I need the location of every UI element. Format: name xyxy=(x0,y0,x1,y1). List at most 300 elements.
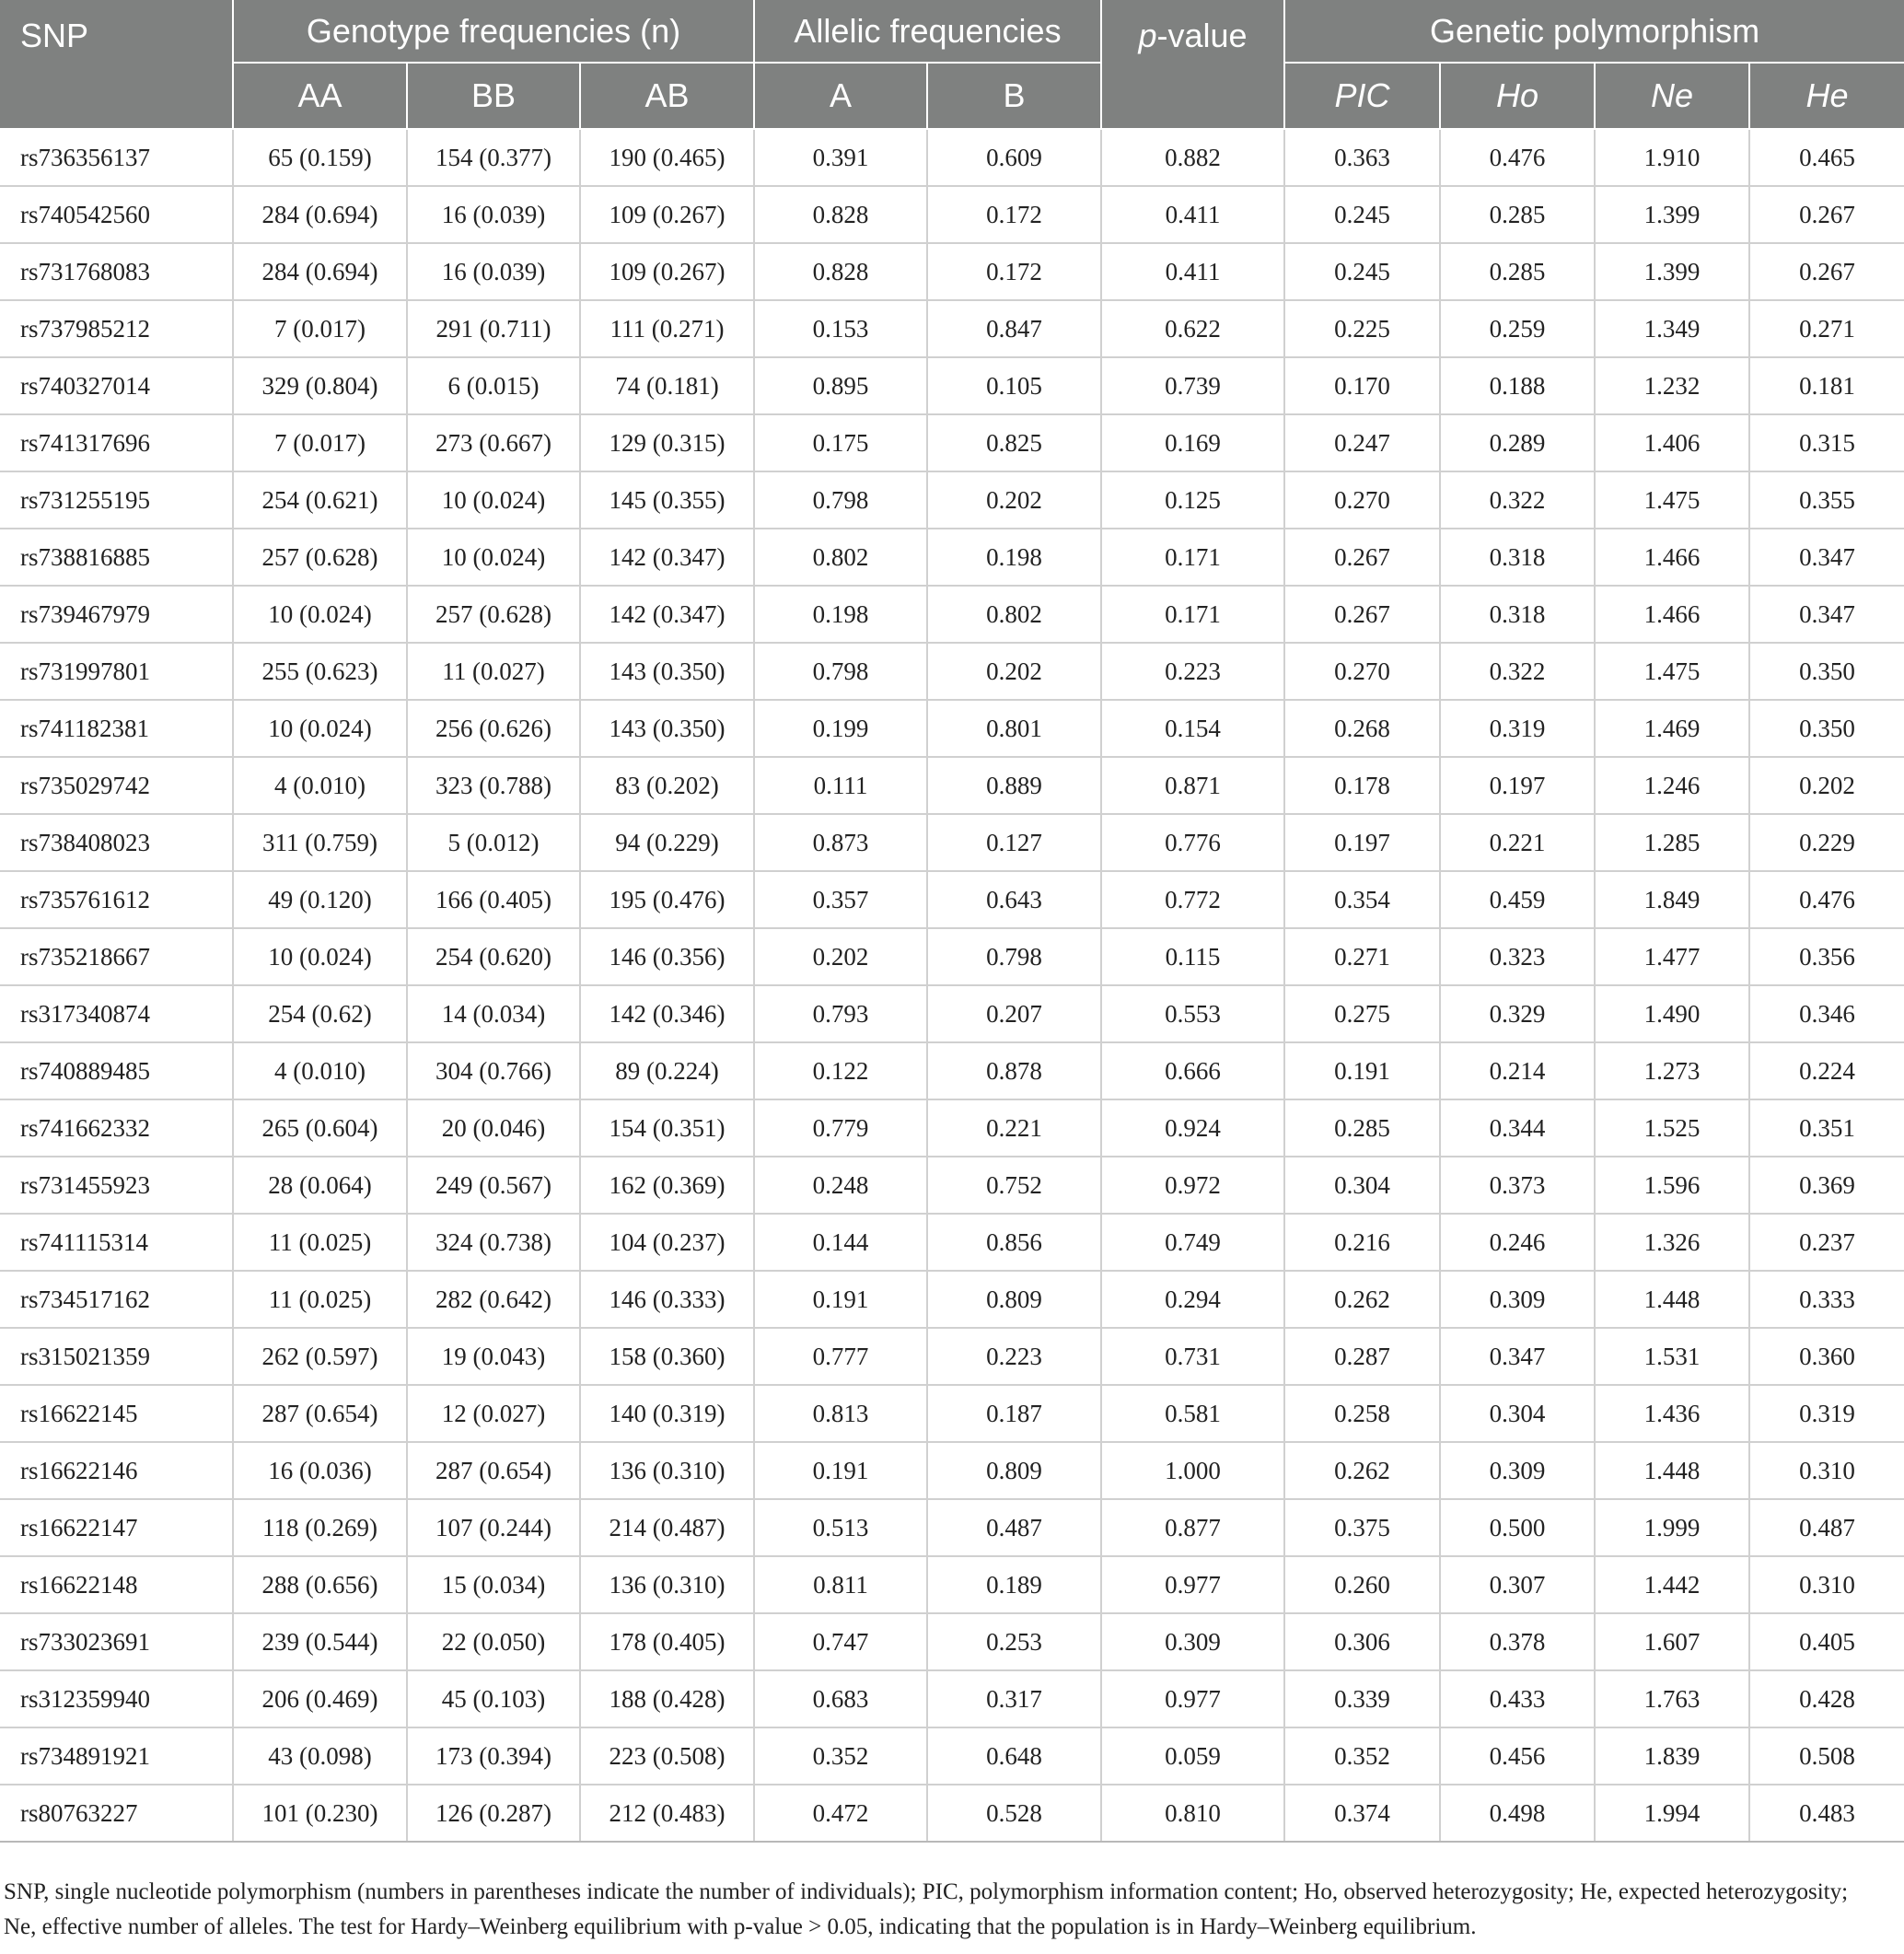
cell-allele-b: 0.801 xyxy=(927,700,1101,757)
cell-pic: 0.216 xyxy=(1284,1214,1440,1271)
cell-ab: 129 (0.315) xyxy=(580,414,754,471)
cell-he: 0.224 xyxy=(1749,1042,1904,1099)
cell-ab: 212 (0.483) xyxy=(580,1785,754,1842)
cell-allele-a: 0.199 xyxy=(754,700,927,757)
cell-allele-b: 0.889 xyxy=(927,757,1101,814)
table-header xyxy=(0,0,1904,129)
cell-snp: rs740542560 xyxy=(0,186,233,243)
cell-aa: 265 (0.604) xyxy=(233,1099,407,1157)
cell-allele-a: 0.472 xyxy=(754,1785,927,1842)
cell-ho: 0.309 xyxy=(1440,1442,1595,1499)
cell-ne: 1.466 xyxy=(1595,529,1749,586)
header-ho xyxy=(1440,63,1595,129)
cell-bb: 287 (0.654) xyxy=(407,1442,580,1499)
cell-aa: 287 (0.654) xyxy=(233,1385,407,1442)
cell-aa: 10 (0.024) xyxy=(233,700,407,757)
table-row xyxy=(0,1385,1904,1442)
cell-aa: 4 (0.010) xyxy=(233,757,407,814)
cell-he: 0.405 xyxy=(1749,1613,1904,1670)
cell-ab: 143 (0.350) xyxy=(580,643,754,700)
cell-he: 0.310 xyxy=(1749,1442,1904,1499)
cell-pic: 0.375 xyxy=(1284,1499,1440,1556)
cell-bb: 45 (0.103) xyxy=(407,1670,580,1727)
cell-ne: 1.994 xyxy=(1595,1785,1749,1842)
cell-aa: 11 (0.025) xyxy=(233,1271,407,1328)
cell-allele-a: 0.153 xyxy=(754,300,927,357)
cell-p-value: 0.877 xyxy=(1101,1499,1284,1556)
cell-allele-b: 0.207 xyxy=(927,985,1101,1042)
cell-p-value: 0.553 xyxy=(1101,985,1284,1042)
cell-pic: 0.287 xyxy=(1284,1328,1440,1385)
header-aa: AA xyxy=(233,63,407,129)
cell-allele-b: 0.643 xyxy=(927,871,1101,928)
cell-he: 0.483 xyxy=(1749,1785,1904,1842)
cell-ne: 1.469 xyxy=(1595,700,1749,757)
cell-ne: 1.763 xyxy=(1595,1670,1749,1727)
cell-allele-b: 0.847 xyxy=(927,300,1101,357)
cell-allele-a: 0.802 xyxy=(754,529,927,586)
cell-allele-a: 0.191 xyxy=(754,1271,927,1328)
cell-p-value: 0.772 xyxy=(1101,871,1284,928)
table-row xyxy=(0,1670,1904,1727)
cell-pic: 0.339 xyxy=(1284,1670,1440,1727)
cell-allele-a: 0.352 xyxy=(754,1727,927,1785)
cell-aa: 7 (0.017) xyxy=(233,300,407,357)
cell-ab: 146 (0.333) xyxy=(580,1271,754,1328)
table-body xyxy=(0,129,1904,1842)
cell-ho: 0.433 xyxy=(1440,1670,1595,1727)
cell-allele-b: 0.105 xyxy=(927,357,1101,414)
cell-p-value: 0.125 xyxy=(1101,471,1284,529)
cell-bb: 16 (0.039) xyxy=(407,186,580,243)
cell-ne: 1.399 xyxy=(1595,186,1749,243)
header-ab: AB xyxy=(580,63,754,129)
header-ne-label: Ne xyxy=(1650,76,1694,114)
cell-aa: 255 (0.623) xyxy=(233,643,407,700)
table-row xyxy=(0,129,1904,186)
cell-snp: rs735029742 xyxy=(0,757,233,814)
cell-ab: 188 (0.428) xyxy=(580,1670,754,1727)
cell-aa: 329 (0.804) xyxy=(233,357,407,414)
cell-allele-b: 0.809 xyxy=(927,1271,1101,1328)
cell-he: 0.315 xyxy=(1749,414,1904,471)
cell-allele-a: 0.777 xyxy=(754,1328,927,1385)
cell-snp: rs16622146 xyxy=(0,1442,233,1499)
cell-ab: 136 (0.310) xyxy=(580,1442,754,1499)
cell-ho: 0.378 xyxy=(1440,1613,1595,1670)
cell-aa: 257 (0.628) xyxy=(233,529,407,586)
cell-he: 0.202 xyxy=(1749,757,1904,814)
cell-ho: 0.221 xyxy=(1440,814,1595,871)
cell-allele-b: 0.648 xyxy=(927,1727,1101,1785)
cell-aa: 254 (0.621) xyxy=(233,471,407,529)
cell-snp: rs16622148 xyxy=(0,1556,233,1613)
cell-p-value: 0.294 xyxy=(1101,1271,1284,1328)
cell-pic: 0.306 xyxy=(1284,1613,1440,1670)
cell-p-value: 0.810 xyxy=(1101,1785,1284,1842)
cell-p-value: 0.977 xyxy=(1101,1556,1284,1613)
cell-he: 0.356 xyxy=(1749,928,1904,985)
cell-ne: 1.910 xyxy=(1595,129,1749,186)
cell-ne: 1.232 xyxy=(1595,357,1749,414)
cell-aa: 16 (0.036) xyxy=(233,1442,407,1499)
cell-he: 0.350 xyxy=(1749,700,1904,757)
cell-ho: 0.456 xyxy=(1440,1727,1595,1785)
cell-pic: 0.285 xyxy=(1284,1099,1440,1157)
cell-snp: rs735218667 xyxy=(0,928,233,985)
cell-p-value: 0.171 xyxy=(1101,586,1284,643)
cell-ne: 1.475 xyxy=(1595,471,1749,529)
cell-allele-b: 0.809 xyxy=(927,1442,1101,1499)
cell-ho: 0.322 xyxy=(1440,471,1595,529)
cell-aa: 311 (0.759) xyxy=(233,814,407,871)
cell-ne: 1.849 xyxy=(1595,871,1749,928)
cell-allele-b: 0.202 xyxy=(927,471,1101,529)
cell-allele-a: 0.198 xyxy=(754,586,927,643)
cell-ab: 162 (0.369) xyxy=(580,1157,754,1214)
cell-p-value: 0.666 xyxy=(1101,1042,1284,1099)
cell-pic: 0.170 xyxy=(1284,357,1440,414)
cell-p-value: 0.223 xyxy=(1101,643,1284,700)
cell-pic: 0.260 xyxy=(1284,1556,1440,1613)
cell-ho: 0.319 xyxy=(1440,700,1595,757)
cell-snp: rs738816885 xyxy=(0,529,233,586)
cell-allele-b: 0.825 xyxy=(927,414,1101,471)
cell-p-value: 0.411 xyxy=(1101,186,1284,243)
cell-allele-b: 0.878 xyxy=(927,1042,1101,1099)
cell-allele-a: 0.747 xyxy=(754,1613,927,1670)
cell-he: 0.229 xyxy=(1749,814,1904,871)
cell-allele-b: 0.802 xyxy=(927,586,1101,643)
table-row xyxy=(0,700,1904,757)
cell-ne: 1.246 xyxy=(1595,757,1749,814)
cell-aa: 10 (0.024) xyxy=(233,586,407,643)
cell-he: 0.487 xyxy=(1749,1499,1904,1556)
cell-ho: 0.259 xyxy=(1440,300,1595,357)
cell-p-value: 0.882 xyxy=(1101,129,1284,186)
cell-allele-a: 0.811 xyxy=(754,1556,927,1613)
cell-p-value: 0.749 xyxy=(1101,1214,1284,1271)
cell-allele-a: 0.513 xyxy=(754,1499,927,1556)
table-row xyxy=(0,1042,1904,1099)
cell-aa: 10 (0.024) xyxy=(233,928,407,985)
table-row xyxy=(0,357,1904,414)
cell-ab: 223 (0.508) xyxy=(580,1727,754,1785)
cell-ne: 1.436 xyxy=(1595,1385,1749,1442)
cell-snp: rs16622145 xyxy=(0,1385,233,1442)
table-row xyxy=(0,871,1904,928)
cell-bb: 249 (0.567) xyxy=(407,1157,580,1214)
cell-allele-a: 0.793 xyxy=(754,985,927,1042)
cell-allele-a: 0.357 xyxy=(754,871,927,928)
cell-aa: 239 (0.544) xyxy=(233,1613,407,1670)
cell-bb: 256 (0.626) xyxy=(407,700,580,757)
cell-p-value: 0.972 xyxy=(1101,1157,1284,1214)
cell-he: 0.476 xyxy=(1749,871,1904,928)
cell-allele-a: 0.202 xyxy=(754,928,927,985)
cell-he: 0.267 xyxy=(1749,186,1904,243)
header-genotype-frequencies: Genotype frequencies (n) xyxy=(233,0,754,63)
cell-aa: 11 (0.025) xyxy=(233,1214,407,1271)
cell-aa: 206 (0.469) xyxy=(233,1670,407,1727)
cell-aa: 284 (0.694) xyxy=(233,186,407,243)
cell-allele-a: 0.248 xyxy=(754,1157,927,1214)
cell-snp: rs734517162 xyxy=(0,1271,233,1328)
cell-ne: 1.326 xyxy=(1595,1214,1749,1271)
cell-ab: 109 (0.267) xyxy=(580,186,754,243)
cell-bb: 22 (0.050) xyxy=(407,1613,580,1670)
header-a: A xyxy=(754,63,927,129)
header-bb: BB xyxy=(407,63,580,129)
cell-pic: 0.267 xyxy=(1284,586,1440,643)
cell-ho: 0.214 xyxy=(1440,1042,1595,1099)
table-row xyxy=(0,1328,1904,1385)
cell-allele-b: 0.221 xyxy=(927,1099,1101,1157)
cell-bb: 257 (0.628) xyxy=(407,586,580,643)
cell-he: 0.350 xyxy=(1749,643,1904,700)
cell-ho: 0.500 xyxy=(1440,1499,1595,1556)
cell-ho: 0.498 xyxy=(1440,1785,1595,1842)
header-ne xyxy=(1595,63,1749,129)
cell-he: 0.465 xyxy=(1749,129,1904,186)
cell-ho: 0.459 xyxy=(1440,871,1595,928)
cell-aa: 49 (0.120) xyxy=(233,871,407,928)
cell-allele-a: 0.175 xyxy=(754,414,927,471)
cell-aa: 4 (0.010) xyxy=(233,1042,407,1099)
cell-allele-b: 0.317 xyxy=(927,1670,1101,1727)
cell-ho: 0.285 xyxy=(1440,243,1595,300)
cell-p-value: 0.581 xyxy=(1101,1385,1284,1442)
cell-he: 0.271 xyxy=(1749,300,1904,357)
cell-ho: 0.347 xyxy=(1440,1328,1595,1385)
cell-bb: 12 (0.027) xyxy=(407,1385,580,1442)
cell-ne: 1.349 xyxy=(1595,300,1749,357)
cell-he: 0.310 xyxy=(1749,1556,1904,1613)
table-row xyxy=(0,814,1904,871)
cell-ne: 1.399 xyxy=(1595,243,1749,300)
cell-p-value: 0.977 xyxy=(1101,1670,1284,1727)
cell-ab: 74 (0.181) xyxy=(580,357,754,414)
table-row xyxy=(0,1556,1904,1613)
cell-pic: 0.270 xyxy=(1284,643,1440,700)
cell-pic: 0.270 xyxy=(1284,471,1440,529)
cell-pic: 0.352 xyxy=(1284,1727,1440,1785)
cell-snp: rs737985212 xyxy=(0,300,233,357)
cell-aa: 28 (0.064) xyxy=(233,1157,407,1214)
cell-ne: 1.596 xyxy=(1595,1157,1749,1214)
table-row xyxy=(0,1157,1904,1214)
cell-ho: 0.476 xyxy=(1440,129,1595,186)
cell-allele-b: 0.752 xyxy=(927,1157,1101,1214)
cell-ne: 1.273 xyxy=(1595,1042,1749,1099)
cell-pic: 0.374 xyxy=(1284,1785,1440,1842)
cell-bb: 19 (0.043) xyxy=(407,1328,580,1385)
cell-allele-b: 0.856 xyxy=(927,1214,1101,1271)
cell-ab: 178 (0.405) xyxy=(580,1613,754,1670)
cell-snp: rs741115314 xyxy=(0,1214,233,1271)
cell-he: 0.508 xyxy=(1749,1727,1904,1785)
cell-ne: 1.490 xyxy=(1595,985,1749,1042)
cell-p-value: 0.411 xyxy=(1101,243,1284,300)
cell-bb: 20 (0.046) xyxy=(407,1099,580,1157)
cell-allele-b: 0.172 xyxy=(927,186,1101,243)
cell-ab: 111 (0.271) xyxy=(580,300,754,357)
cell-allele-a: 0.111 xyxy=(754,757,927,814)
cell-pic: 0.267 xyxy=(1284,529,1440,586)
cell-bb: 11 (0.027) xyxy=(407,643,580,700)
cell-allele-a: 0.798 xyxy=(754,471,927,529)
cell-ho: 0.322 xyxy=(1440,643,1595,700)
cell-he: 0.346 xyxy=(1749,985,1904,1042)
cell-ne: 1.448 xyxy=(1595,1271,1749,1328)
table-row xyxy=(0,1499,1904,1556)
cell-aa: 262 (0.597) xyxy=(233,1328,407,1385)
header-pic-label: PIC xyxy=(1334,76,1390,114)
cell-ab: 140 (0.319) xyxy=(580,1385,754,1442)
table-row xyxy=(0,1271,1904,1328)
cell-ne: 1.839 xyxy=(1595,1727,1749,1785)
cell-allele-a: 0.144 xyxy=(754,1214,927,1271)
cell-allele-b: 0.198 xyxy=(927,529,1101,586)
cell-ho: 0.246 xyxy=(1440,1214,1595,1271)
table-row xyxy=(0,414,1904,471)
cell-p-value: 0.776 xyxy=(1101,814,1284,871)
cell-snp: rs317340874 xyxy=(0,985,233,1042)
cell-he: 0.347 xyxy=(1749,529,1904,586)
cell-ne: 1.406 xyxy=(1595,414,1749,471)
cell-ne: 1.475 xyxy=(1595,643,1749,700)
header-he-label: He xyxy=(1805,76,1849,114)
cell-ne: 1.285 xyxy=(1595,814,1749,871)
table-row xyxy=(0,529,1904,586)
cell-he: 0.369 xyxy=(1749,1157,1904,1214)
cell-aa: 101 (0.230) xyxy=(233,1785,407,1842)
cell-allele-a: 0.779 xyxy=(754,1099,927,1157)
cell-pic: 0.275 xyxy=(1284,985,1440,1042)
cell-p-value: 0.731 xyxy=(1101,1328,1284,1385)
cell-bb: 323 (0.788) xyxy=(407,757,580,814)
header-ho-label: Ho xyxy=(1495,76,1539,114)
cell-he: 0.333 xyxy=(1749,1271,1904,1328)
header-p-rest: -value xyxy=(1156,17,1248,54)
table-row xyxy=(0,1613,1904,1670)
cell-ne: 1.525 xyxy=(1595,1099,1749,1157)
cell-ab: 136 (0.310) xyxy=(580,1556,754,1613)
cell-ne: 1.442 xyxy=(1595,1556,1749,1613)
cell-pic: 0.191 xyxy=(1284,1042,1440,1099)
table-row xyxy=(0,928,1904,985)
table-footnote: SNP, single nucleotide polymorphism (numbers in parentheses indicate the number of individuals); PIC, polymorphism information content; Ho, observed heterozygosity; He, expected heterozygosity; Ne, effective number of alleles. The test for Hardy–Weinberg equilibrium with p-value > 0.05, indicating that the population is in Hardy–Weinberg equilibrium. xyxy=(4,1879,1849,1939)
cell-allele-b: 0.609 xyxy=(927,129,1101,186)
cell-ho: 0.373 xyxy=(1440,1157,1595,1214)
cell-bb: 324 (0.738) xyxy=(407,1214,580,1271)
cell-snp: rs731997801 xyxy=(0,643,233,700)
cell-ne: 1.999 xyxy=(1595,1499,1749,1556)
cell-snp: rs731455923 xyxy=(0,1157,233,1214)
cell-pic: 0.247 xyxy=(1284,414,1440,471)
cell-p-value: 0.169 xyxy=(1101,414,1284,471)
cell-aa: 65 (0.159) xyxy=(233,129,407,186)
cell-snp: rs16622147 xyxy=(0,1499,233,1556)
cell-allele-b: 0.528 xyxy=(927,1785,1101,1842)
cell-ne: 1.466 xyxy=(1595,586,1749,643)
cell-pic: 0.271 xyxy=(1284,928,1440,985)
cell-p-value: 0.924 xyxy=(1101,1099,1284,1157)
cell-snp: rs740327014 xyxy=(0,357,233,414)
cell-ne: 1.448 xyxy=(1595,1442,1749,1499)
table-row xyxy=(0,643,1904,700)
cell-snp: rs315021359 xyxy=(0,1328,233,1385)
cell-pic: 0.245 xyxy=(1284,243,1440,300)
cell-ho: 0.188 xyxy=(1440,357,1595,414)
cell-snp: rs741662332 xyxy=(0,1099,233,1157)
table-row xyxy=(0,1442,1904,1499)
cell-aa: 284 (0.694) xyxy=(233,243,407,300)
cell-pic: 0.304 xyxy=(1284,1157,1440,1214)
cell-he: 0.355 xyxy=(1749,471,1904,529)
cell-allele-a: 0.873 xyxy=(754,814,927,871)
cell-he: 0.181 xyxy=(1749,357,1904,414)
cell-pic: 0.178 xyxy=(1284,757,1440,814)
cell-allele-a: 0.813 xyxy=(754,1385,927,1442)
cell-ne: 1.607 xyxy=(1595,1613,1749,1670)
cell-allele-a: 0.683 xyxy=(754,1670,927,1727)
cell-bb: 107 (0.244) xyxy=(407,1499,580,1556)
cell-ab: 154 (0.351) xyxy=(580,1099,754,1157)
cell-ab: 109 (0.267) xyxy=(580,243,754,300)
cell-ab: 145 (0.355) xyxy=(580,471,754,529)
cell-ho: 0.304 xyxy=(1440,1385,1595,1442)
cell-ho: 0.285 xyxy=(1440,186,1595,243)
cell-p-value: 0.871 xyxy=(1101,757,1284,814)
cell-ne: 1.531 xyxy=(1595,1328,1749,1385)
table-row xyxy=(0,243,1904,300)
cell-ho: 0.318 xyxy=(1440,529,1595,586)
header-allelic-frequencies: Allelic frequencies xyxy=(754,0,1101,63)
cell-allele-a: 0.828 xyxy=(754,243,927,300)
table-row xyxy=(0,1727,1904,1785)
cell-bb: 273 (0.667) xyxy=(407,414,580,471)
cell-p-value: 0.154 xyxy=(1101,700,1284,757)
cell-allele-b: 0.189 xyxy=(927,1556,1101,1613)
cell-ab: 143 (0.350) xyxy=(580,700,754,757)
cell-ho: 0.329 xyxy=(1440,985,1595,1042)
cell-pic: 0.262 xyxy=(1284,1271,1440,1328)
cell-ab: 214 (0.487) xyxy=(580,1499,754,1556)
table-row xyxy=(0,1785,1904,1842)
cell-ho: 0.197 xyxy=(1440,757,1595,814)
cell-snp: rs731255195 xyxy=(0,471,233,529)
table-row xyxy=(0,1099,1904,1157)
cell-pic: 0.262 xyxy=(1284,1442,1440,1499)
cell-aa: 43 (0.098) xyxy=(233,1727,407,1785)
cell-snp: rs734891921 xyxy=(0,1727,233,1785)
cell-bb: 126 (0.287) xyxy=(407,1785,580,1842)
cell-pic: 0.258 xyxy=(1284,1385,1440,1442)
cell-allele-a: 0.798 xyxy=(754,643,927,700)
cell-bb: 166 (0.405) xyxy=(407,871,580,928)
cell-snp: rs738408023 xyxy=(0,814,233,871)
cell-allele-b: 0.487 xyxy=(927,1499,1101,1556)
cell-allele-b: 0.223 xyxy=(927,1328,1101,1385)
cell-snp: rs741182381 xyxy=(0,700,233,757)
cell-he: 0.267 xyxy=(1749,243,1904,300)
cell-ho: 0.307 xyxy=(1440,1556,1595,1613)
cell-ab: 94 (0.229) xyxy=(580,814,754,871)
cell-bb: 10 (0.024) xyxy=(407,529,580,586)
cell-he: 0.428 xyxy=(1749,1670,1904,1727)
cell-p-value: 0.739 xyxy=(1101,357,1284,414)
